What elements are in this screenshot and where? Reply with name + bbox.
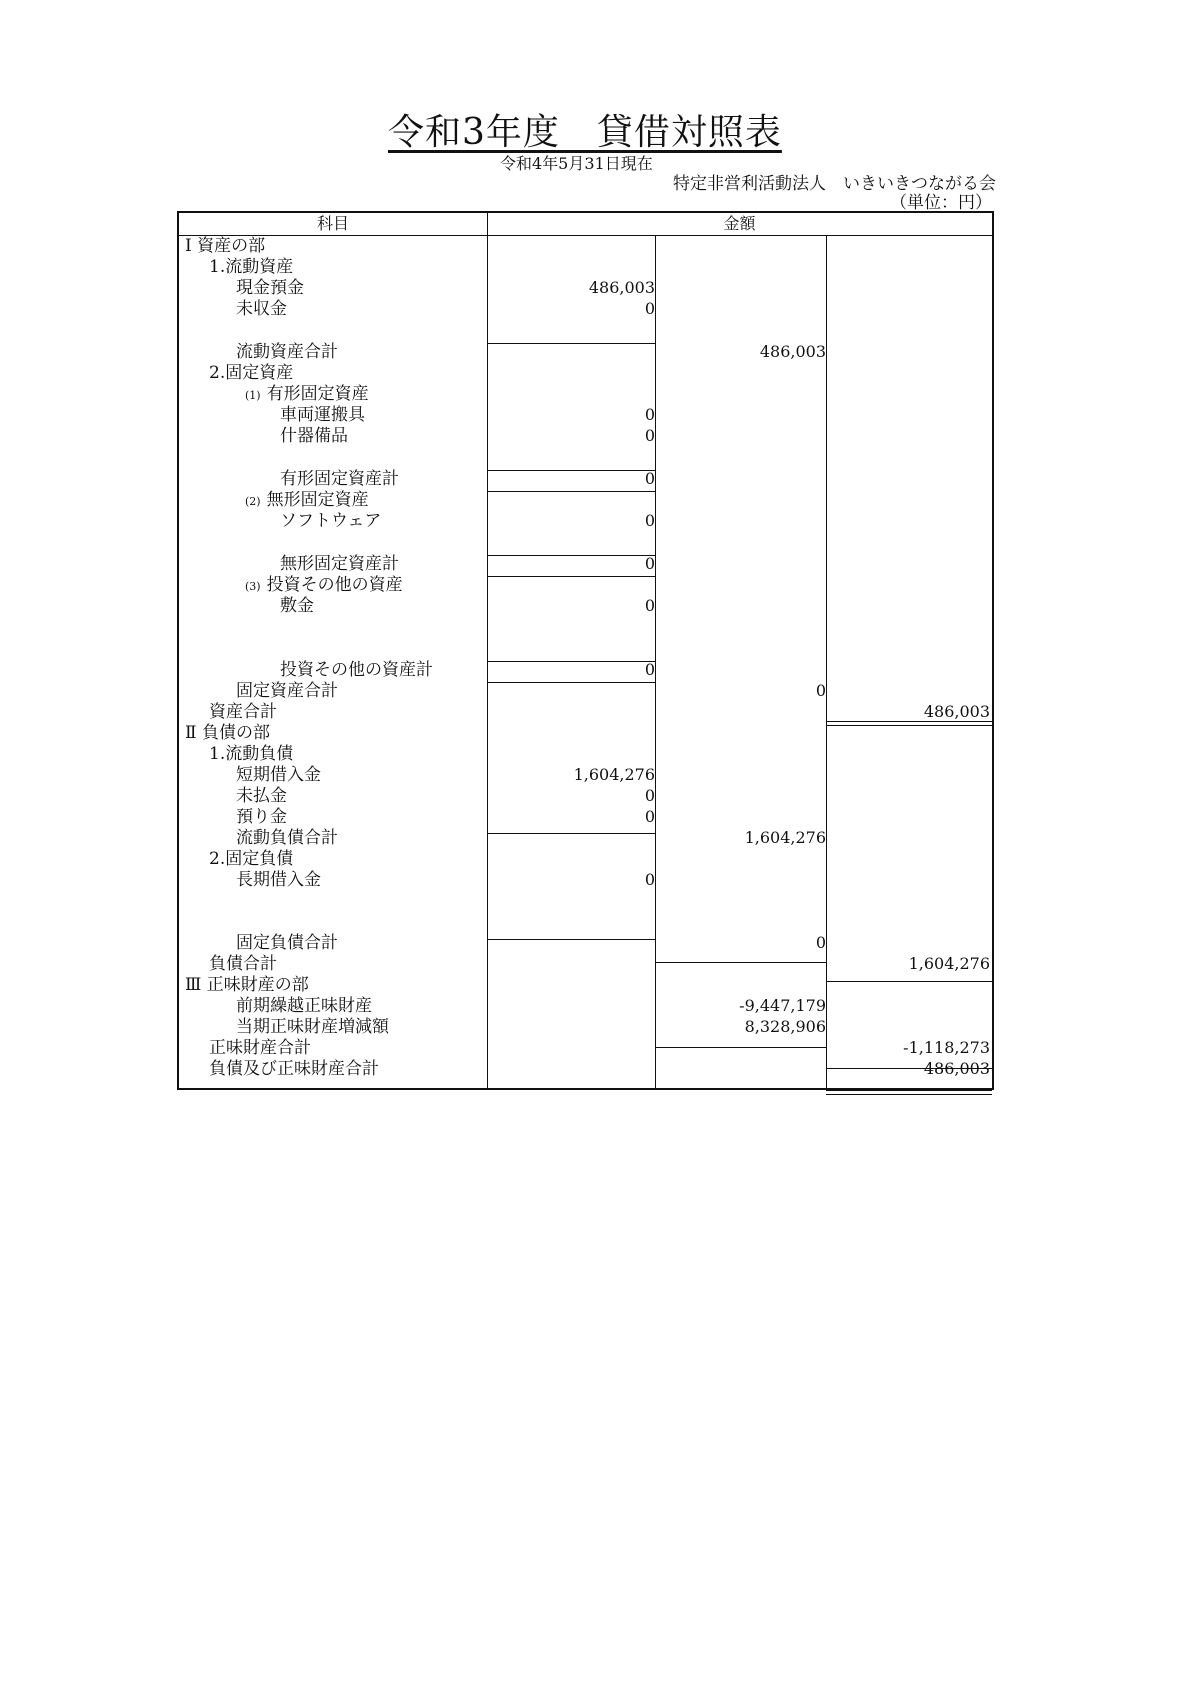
rule — [487, 833, 655, 834]
balance-sheet-table — [177, 211, 994, 1090]
row-label: 未払金 — [236, 786, 287, 806]
row-label: 預り金 — [236, 807, 287, 827]
amount-col2: 1,604,276 — [744, 828, 826, 847]
row-label: 負債及び正味財産合計 — [209, 1059, 379, 1079]
unit-label: （単位：円） — [890, 193, 992, 213]
amount-col1: 0 — [644, 426, 655, 445]
row-label: 短期借入金 — [236, 765, 321, 785]
row-label-text: 有形固定資産 — [266, 384, 369, 404]
row-label: 固定負債合計 — [236, 933, 338, 953]
row-label: 流動資産合計 — [236, 342, 338, 362]
amount-col1: 0 — [644, 405, 655, 424]
row-label: ソフトウェア — [280, 511, 382, 531]
row-label: 敷金 — [280, 596, 314, 616]
row-label: 正味財産合計 — [209, 1038, 311, 1058]
row-label: 長期借入金 — [236, 870, 321, 890]
header-item: 科目 — [179, 213, 487, 236]
amount-col1: 0 — [644, 807, 655, 826]
amount-col3: -1,118,273 — [903, 1038, 990, 1057]
row-prefix: (1) — [245, 389, 261, 402]
row-label — [245, 490, 369, 512]
amount-col2: 8,328,906 — [744, 1017, 826, 1036]
amount-col2: 0 — [815, 681, 826, 700]
rule — [655, 1047, 826, 1048]
row-label — [245, 575, 403, 597]
row-label: Ⅱ 負債の部 — [185, 723, 270, 743]
amount-col3: 486,003 — [923, 702, 990, 721]
amount-col1: 0 — [644, 660, 655, 679]
row-label: 固定資産合計 — [236, 681, 338, 701]
rule — [487, 939, 655, 940]
row-label: Ⅲ 正味財産の部 — [185, 975, 309, 995]
amount-col1: 1,604,276 — [573, 765, 655, 784]
rule — [487, 661, 655, 662]
rule — [487, 555, 655, 556]
row-prefix: (2) — [245, 495, 261, 508]
divider-item-amount — [487, 213, 488, 1088]
row-label: 車両運搬具 — [280, 405, 365, 425]
row-label: 資産合計 — [209, 702, 277, 722]
row-label: 負債合計 — [209, 954, 277, 974]
amount-col1: 0 — [644, 554, 655, 573]
organization-name: 特定非営利活動法人 いきいきつながる会 — [673, 174, 996, 194]
document-title: 令和3年度 貸借対照表 — [388, 112, 782, 153]
as-of-date: 令和4年5月31日現在 — [500, 154, 653, 173]
amount-col2: -9,447,179 — [739, 996, 826, 1015]
row-label: 無形固定資産計 — [280, 554, 399, 574]
rule — [487, 470, 655, 471]
amount-col1: 0 — [644, 596, 655, 615]
row-label: 当期正味財産増減額 — [236, 1017, 389, 1037]
row-label: 2.固定負債 — [209, 849, 294, 869]
rule — [826, 981, 992, 982]
row-label: 2.固定資産 — [209, 363, 294, 383]
row-label: 1.流動資産 — [209, 257, 294, 277]
row-label: 投資その他の資産計 — [280, 660, 433, 680]
amount-col2: 0 — [815, 933, 826, 952]
amount-col3: 486,003 — [923, 1059, 990, 1078]
amount-col2: 486,003 — [759, 342, 826, 361]
amount-col1: 0 — [644, 870, 655, 889]
row-label: 流動負債合計 — [236, 828, 338, 848]
row-label — [245, 384, 369, 406]
amount-col1: 0 — [644, 469, 655, 488]
row-label-text: 投資その他の資産 — [266, 575, 403, 595]
row-label: Ⅰ 資産の部 — [185, 236, 266, 256]
header-amount: 金額 — [487, 213, 992, 236]
row-label: 前期繰越正味財産 — [236, 996, 372, 1016]
row-label: 有形固定資産計 — [280, 469, 399, 489]
amount-col3: 1,604,276 — [908, 954, 990, 973]
amount-col1: 486,003 — [588, 278, 655, 297]
row-label-text: 無形固定資産 — [266, 490, 369, 510]
rule — [487, 576, 655, 577]
double-rule — [826, 1090, 992, 1095]
row-label: 什器備品 — [280, 426, 348, 446]
rule — [487, 491, 655, 492]
amount-col1: 0 — [644, 786, 655, 805]
rule — [487, 682, 655, 683]
divider-col1 — [655, 235, 656, 1088]
rule — [487, 343, 655, 344]
divider-col2 — [826, 235, 827, 1088]
row-label: 1.流動負債 — [209, 744, 294, 764]
amount-col1: 0 — [644, 299, 655, 318]
rule — [655, 962, 826, 963]
row-label: 現金預金 — [236, 278, 304, 298]
row-label: 未収金 — [236, 299, 287, 319]
row-prefix: (3) — [245, 580, 261, 593]
amount-col1: 0 — [644, 511, 655, 530]
